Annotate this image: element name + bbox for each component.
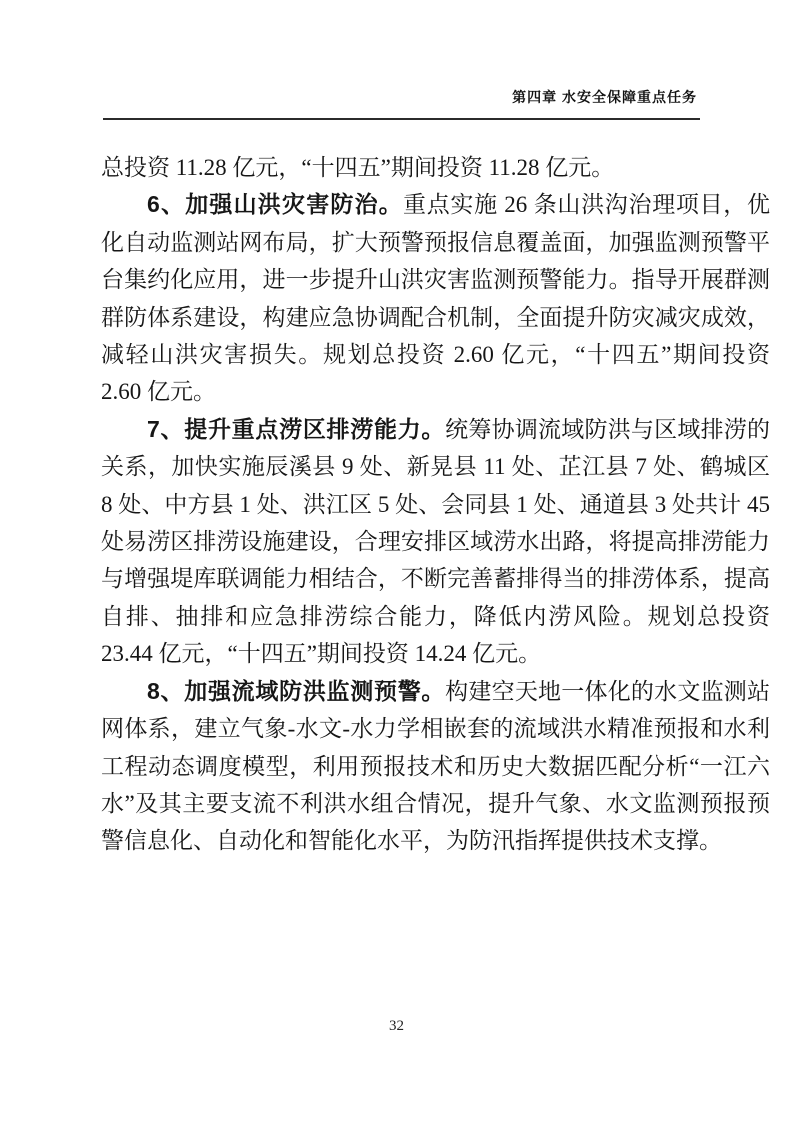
running-header-chapter-title: 第四章 水安全保障重点任务 [512,89,697,105]
page-footer [0,1018,793,1035]
page-number: 32 [389,1018,404,1034]
document-body [101,149,770,860]
section-8-text: 构建空天地一体化的水文监测站网体系，建立气象-水文-水力学相嵌套的流域洪水精准预报和水利工程动态调度模型，利用预报技术和历史大数据匹配分析“一江六水”及其主要支流不利洪水组合情况，提升气象、水文监测预报预警信息化、自动化和智能化水平，为防汛指挥提供技术支撑。 [101,678,771,854]
paragraph-section-6 [101,186,770,410]
paragraph-section-7 [101,411,770,673]
paragraph-section-8 [101,673,770,860]
section-7-text: 统筹协调流域防洪与区域排涝的关系，加快实施辰溪县 9 处、新晃县 11 处、芷江县 7 处、鹤城区 8 处、中方县 1 处、洪江区 5 处、会同县 1 处、通道县 3 处共计 45 处易涝区排涝设施建设，合理安排区域涝水出路，将提高排涝能力与增强堤库联调能力相结合，不断完善蓄排得当的排涝体系，提高自排、抽排和应急排涝综合能力，降低内涝风险。规划总投资 23.44 亿元，“十四五”期间投资 14.24 亿元。 [101,416,771,667]
section-6-text: 重点实施 26 条山洪沟治理项目，优化自动监测站网布局，扩大预警预报信息覆盖面，加强监测预警平台集约化应用，进一步提升山洪灾害监测预警能力。指导开展群测群防体系建设，构建应急协调配合机制，全面提升防灾减灾成效，减轻山洪灾害损失。规划总投资 2.60 亿元，“十四五”期间投资 2.60 亿元。 [101,192,771,405]
paragraph-continuation-text: 总投资 11.28 亿元，“十四五”期间投资 11.28 亿元。 [101,155,615,180]
section-6-heading: 6、加强山洪灾害防治。 [147,191,403,218]
section-7-heading: 7、提升重点涝区排涝能力。 [147,415,446,442]
section-8-heading: 8、加强流域防洪监测预警。 [147,677,446,704]
paragraph-continuation [101,149,770,186]
header-rule-divider [103,118,700,120]
